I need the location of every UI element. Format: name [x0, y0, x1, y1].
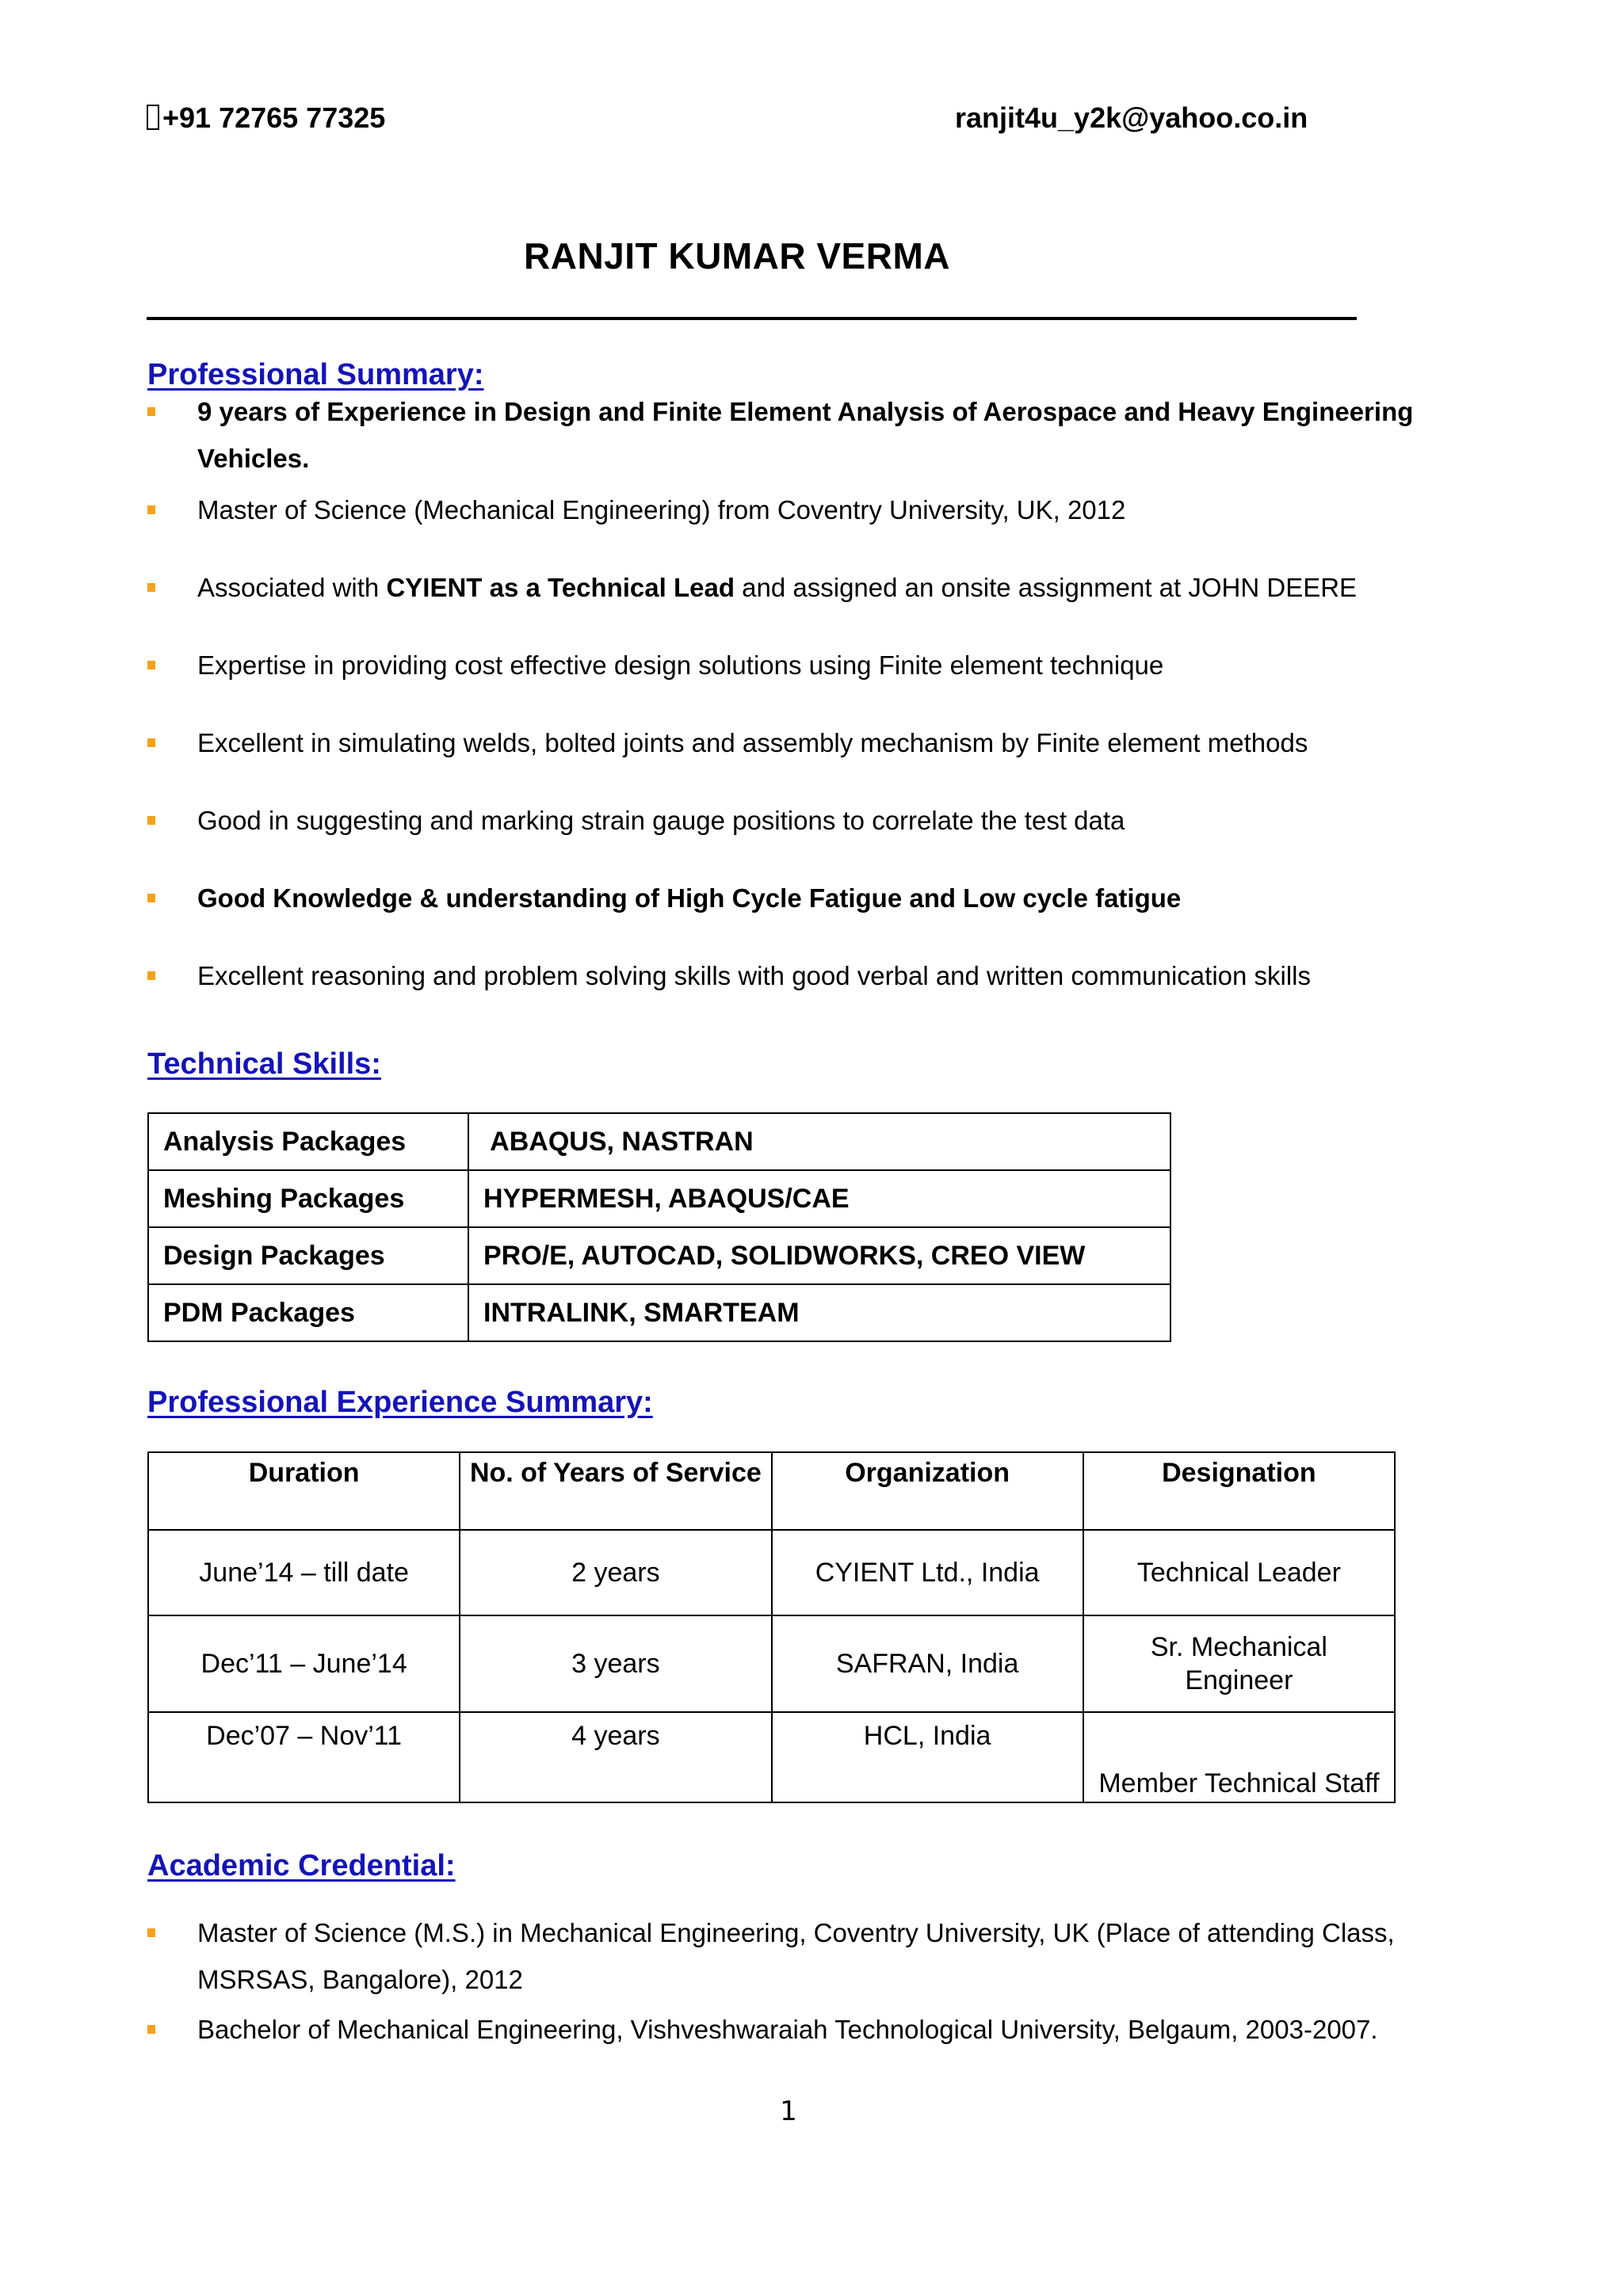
table-cell: SAFRAN, India — [772, 1615, 1083, 1712]
summary-item: 9 years of Experience in Design and Finite Element Analysis of Aerospace and Heavy Engineering Vehicles. — [147, 388, 1415, 482]
professional-summary-heading: Professional Summary: — [147, 358, 484, 391]
skill-label: Design Packages — [148, 1227, 468, 1284]
bullet-icon — [147, 894, 155, 902]
bullet-icon — [147, 583, 155, 592]
bullet-icon — [147, 661, 155, 669]
table-cell: Technical Leader — [1083, 1530, 1395, 1615]
table-row — [148, 1170, 1170, 1227]
summary-item: Good in suggesting and marking strain gauge positions to correlate the test data — [147, 797, 1415, 844]
skill-label: PDM Packages — [148, 1284, 468, 1341]
table-cell: Sr. Mechanical Engineer — [1083, 1615, 1395, 1712]
skill-value: ABAQUS, NASTRAN — [468, 1113, 1170, 1170]
summary-item: Excellent reasoning and problem solving skills with good verbal and written communication skills — [147, 952, 1415, 999]
table-cell: 2 years — [460, 1530, 771, 1615]
bullet-icon — [147, 1928, 155, 1937]
phone-icon — [147, 105, 159, 130]
table-row — [148, 1113, 1170, 1170]
bullet-icon — [147, 971, 155, 980]
candidate-name: RANJIT KUMAR VERMA — [524, 235, 950, 277]
academic-heading: Academic Credential: — [147, 1849, 456, 1882]
bullet-icon — [147, 407, 155, 416]
table-row — [148, 1227, 1170, 1284]
bullet-icon — [147, 2025, 155, 2034]
bullet-icon — [147, 505, 155, 514]
table-header-row — [148, 1452, 1395, 1530]
column-header: Designation — [1083, 1452, 1395, 1530]
table-cell: Dec’07 – Nov’11 — [148, 1712, 460, 1802]
summary-item: Excellent in simulating welds, bolted joints and assembly mechanism by Finite element methods — [147, 719, 1415, 766]
table-cell: CYIENT Ltd., India — [772, 1530, 1083, 1615]
technical-skills-table — [147, 1112, 1171, 1342]
table-cell: June’14 – till date — [148, 1530, 460, 1615]
skill-value: INTRALINK, SMARTEAM — [468, 1284, 1170, 1341]
bullet-icon — [147, 816, 155, 825]
page-number: 1 — [780, 2096, 797, 2127]
bullet-icon — [147, 738, 155, 747]
table-row — [148, 1615, 1395, 1712]
table-cell: 4 years — [460, 1712, 771, 1802]
summary-item: Good Knowledge & understanding of High Cycle Fatigue and Low cycle fatigue — [147, 875, 1415, 921]
academic-item: Bachelor of Mechanical Engineering, Vishveshwaraiah Technological University, Belgaum, 2003-2007. — [147, 2006, 1415, 2053]
skill-value: HYPERMESH, ABAQUS/CAE — [468, 1170, 1170, 1227]
table-row — [148, 1530, 1395, 1615]
table-cell: HCL, India — [772, 1712, 1083, 1802]
technical-skills-heading: Technical Skills: — [147, 1047, 381, 1081]
academic-item: Master of Science (M.S.) in Mechanical Engineering, Coventry University, UK (Place of attending Class, MSRSAS, Bangalore), 2012 — [147, 1909, 1415, 2003]
table-cell: Member Technical Staff — [1083, 1712, 1395, 1802]
skill-value: PRO/E, AUTOCAD, SOLIDWORKS, CREO VIEW — [468, 1227, 1170, 1284]
column-header: No. of Years of Service — [460, 1452, 771, 1530]
table-row — [148, 1284, 1170, 1341]
table-cell: Dec’11 – June’14 — [148, 1615, 460, 1712]
column-header: Organization — [772, 1452, 1083, 1530]
experience-heading: Professional Experience Summary: — [147, 1386, 653, 1419]
experience-table — [147, 1451, 1396, 1803]
column-header: Duration — [148, 1452, 460, 1530]
table-cell: 3 years — [460, 1615, 771, 1712]
skill-label: Analysis Packages — [148, 1113, 468, 1170]
summary-item: Master of Science (Mechanical Engineering) from Coventry University, UK, 2012 — [147, 486, 1415, 533]
summary-item: Associated with CYIENT as a Technical Lead and assigned an onsite assignment at JOHN DEERE — [147, 564, 1415, 611]
header-divider — [147, 317, 1357, 320]
phone-number: +91 72765 77325 — [147, 101, 385, 135]
table-row — [148, 1712, 1395, 1802]
summary-item: Expertise in providing cost effective design solutions using Finite element technique — [147, 642, 1415, 688]
email-address: ranjit4u_y2k@yahoo.co.in — [955, 101, 1308, 134]
skill-label: Meshing Packages — [148, 1170, 468, 1227]
